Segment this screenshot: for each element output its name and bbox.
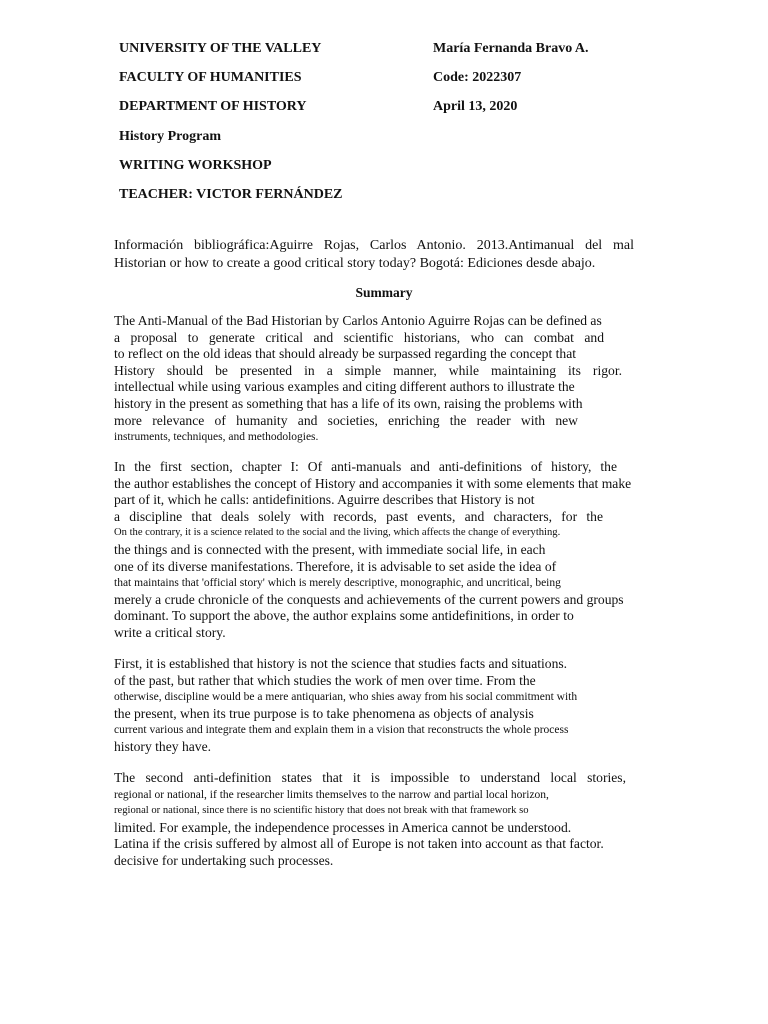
paragraph-4	[114, 770, 650, 870]
text-line: otherwise, discipline would be a mere antiquarian, who shies away from his social commitment with	[114, 691, 578, 704]
text-line: decisive for undertaking such processes.	[114, 852, 334, 868]
student-header	[433, 40, 733, 128]
student-name: María Fernanda Bravo A.	[433, 41, 589, 56]
biblio-line: Historian or how to create a good critical story today? Bogotá: Ediciones desde abajo.	[114, 256, 596, 271]
text-line: of the past, but rather that which studies the work of men over time. From the	[114, 672, 536, 688]
text-line: On the contrary, it is a science related to the social and the living, which affects the change of everything.	[114, 527, 561, 539]
text-line: Latina if the crisis suffered by almost all of Europe is not taken into account as that factor.	[114, 836, 604, 852]
text-line: The second anti-definition states that it is impossible to understand local stories,	[114, 770, 626, 785]
text-line: history they have.	[114, 738, 212, 754]
text-line: In the first section, chapter I: Of anti-manuals and anti-definitions of history, the	[114, 459, 617, 474]
text-line: a discipline that deals solely with records, past events, and characters, for the	[114, 508, 603, 524]
text-line: the present, when its true purpose is to take phenomena as objects of analysis	[114, 705, 534, 721]
document-date: April 13, 2020	[433, 99, 518, 115]
text-line: one of its diverse manifestations. Therefore, it is advisable to set aside the idea of	[114, 558, 557, 574]
text-line: regional or national, if the researcher limits themselves to the narrow and partial local horizon,	[114, 788, 549, 801]
text-line: The Anti-Manual of the Bad Historian by Carlos Antonio Aguirre Rojas can be defined as	[114, 313, 602, 328]
text-line: the author establishes the concept of History and accompanies it with some elements that make	[114, 475, 632, 491]
text-line: regional or national, since there is no scientific history that does not break with that framework so	[114, 805, 529, 817]
text-line: dominant. To support the above, the author explains some antidefinitions, in order to	[114, 608, 574, 624]
text-line: limited. For example, the independence processes in America cannot be understood.	[114, 819, 572, 835]
text-line: History should be presented in a simple manner, while maintaining its rigor.	[114, 362, 622, 378]
text-line: write a critical story.	[114, 624, 226, 640]
text-line: current various and integrate them and explain them in a vision that reconstructs the whole process	[114, 724, 569, 737]
paragraph-2	[114, 459, 650, 642]
text-line: merely a crude chronicle of the conquests and achievements of the current powers and groups	[114, 591, 624, 607]
text-line: instruments, techniques, and methodologies.	[114, 431, 319, 444]
text-line: First, it is established that history is not the science that studies facts and situations.	[114, 656, 568, 671]
course-name: WRITING WORKSHOP	[119, 157, 272, 173]
faculty-name: FACULTY OF HUMANITIES	[119, 70, 302, 86]
program-name: History Program	[119, 128, 221, 144]
text-line: to reflect on the old ideas that should already be surpassed regarding the concept that	[114, 346, 577, 362]
text-line: part of it, which he calls: antidefinitions. Aguirre describes that History is not	[114, 492, 535, 508]
teacher-name: TEACHER: VICTOR FERNÁNDEZ	[119, 186, 343, 202]
biblio-line: Información bibliográfica:Aguirre Rojas, Carlos Antonio. 2013.Antimanual del mal	[114, 238, 634, 253]
summary-heading: Summary	[355, 285, 413, 300]
text-line: a proposal to generate critical and scientific historians, who can combat and	[114, 329, 604, 345]
text-line: intellectual while using various examples and citing different authors to illustrate the	[114, 379, 575, 395]
university-name: UNIVERSITY OF THE VALLEY	[119, 41, 322, 56]
paragraph-3	[114, 656, 650, 756]
institution-header	[119, 40, 419, 215]
paragraph-1	[114, 313, 650, 446]
text-line: more relevance of humanity and societies, enriching the reader with new	[114, 412, 578, 428]
text-line: history in the present as something that has a life of its own, raising the problems with	[114, 395, 583, 411]
bibliographic-info	[114, 237, 634, 273]
text-line: that maintains that 'official story' which is merely descriptive, monographic, and uncritical, being	[114, 577, 561, 590]
text-line: the things and is connected with the present, with immediate social life, in each	[114, 541, 546, 557]
department-name: DEPARTMENT OF HISTORY	[119, 99, 307, 115]
student-code: Code: 2022307	[433, 70, 522, 86]
